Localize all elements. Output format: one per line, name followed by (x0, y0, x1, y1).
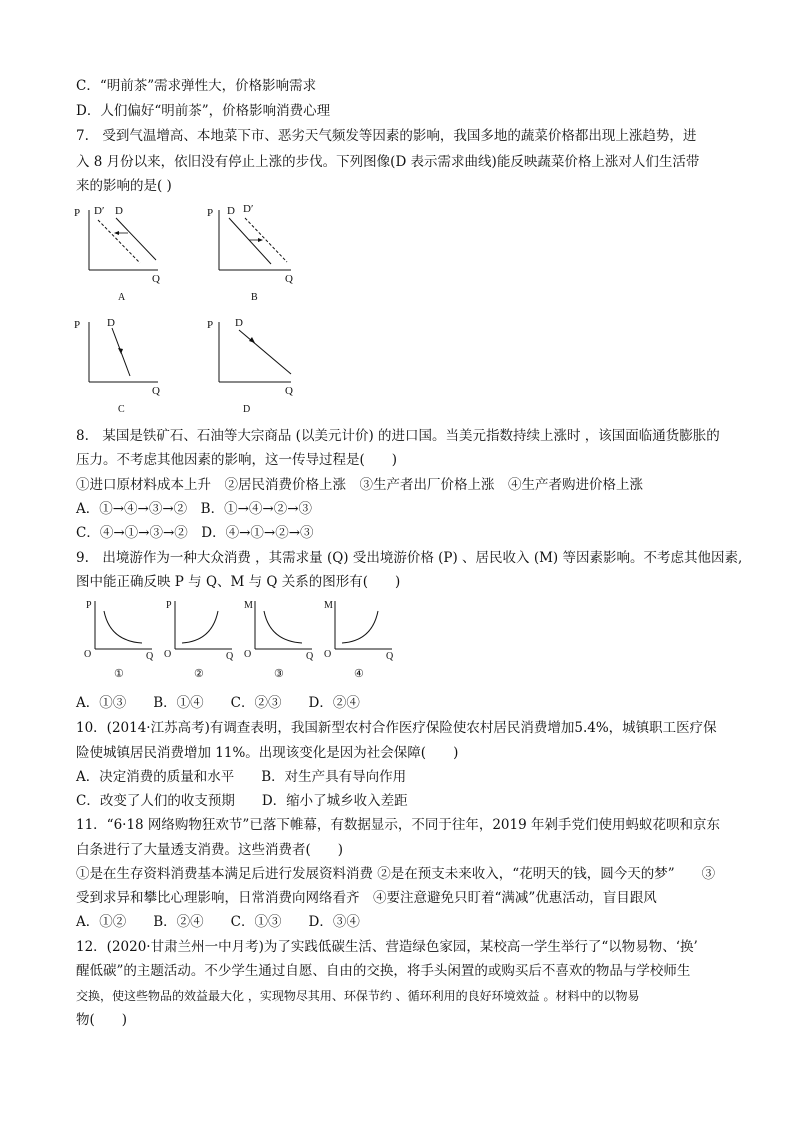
q11-line2: 白条进行了大量透支消费。这些消费者( ) (76, 842, 344, 858)
q11-line3: ①是在生存资料消费基本满足后进行发展资料消费 ②是在预支未来收入，“花明天的钱，圆今天的梦” ③ (76, 866, 716, 882)
axis-label: M (324, 600, 333, 611)
q8-line4: A．①→④→③→② B．①→④→②→③ (76, 501, 313, 517)
q12-line1: 12．(2020·甘肃兰州一中月考)为了实践低碳生活、营造绿色家园，某校高一学生举行了“以物易物、‘换’ (76, 939, 698, 955)
origin-label: O (84, 649, 92, 660)
q9-graph-1 (80, 597, 160, 685)
axis-label-q: Q (285, 385, 293, 397)
q12-line4: 物( ) (76, 1012, 128, 1028)
option-d: D．人们偏好“明前茶”，价格影响消费心理 (76, 103, 331, 119)
axis-label: P (166, 600, 172, 611)
q9-line1: 9. 出境游作为一种大众消费 ，其需求量 (Q) 受出境游价格 (P) 、居民收入 (M) 等因素影响。不考虑其他因素, (76, 550, 743, 566)
q11-line4: 受到求异和攀比心理影响，日常消费向网络看齐 ④要注意避免只盯着“满减”优惠活动，盲目跟风 (76, 890, 657, 906)
caption-a: A (118, 292, 126, 303)
q8-line1: 8. 某国是铁矿石、石油等大宗商品 (以美元计价) 的进口国。当美元指数持续上涨时 ，该国面临通货膨胀的 (76, 428, 720, 444)
axis-label-p: P (207, 207, 214, 219)
q7-line2: 入 8 月份以来，依旧没有停止上涨的步伐。下列图像(D 表示需求曲线)能反映蔬菜价格上涨对人们生活带 (76, 154, 700, 170)
curve-d (229, 218, 271, 264)
q9-graph-2 (160, 597, 240, 685)
q9-graph-3 (240, 597, 320, 685)
q7-graph-a (72, 200, 172, 305)
option-c: C．“明前茶”需求弹性大，价格影响需求 (76, 78, 317, 94)
origin-label: O (324, 649, 332, 660)
caption-d: D (243, 404, 251, 415)
curve (264, 611, 302, 643)
curve-label-dprime: D′ (94, 205, 105, 217)
q7-line3: 来的影响的是( ) (76, 178, 172, 194)
curve-label-d: D (107, 317, 115, 329)
caption-c: C (118, 404, 125, 415)
axis-label-q: Q (386, 651, 394, 662)
q7-graph-c (72, 312, 172, 417)
curve-label-d: D (227, 205, 235, 217)
q10-line3: A．决定消费的质量和水平 B．对生产具有导向作用 (76, 769, 407, 785)
caption: ② (194, 668, 204, 680)
q12-line2: 醒低碳”的主题活动。不少学生通过自愿、自由的交换，将手头闲置的或购买后不喜欢的物品与学校师生 (76, 963, 691, 979)
axis-label-q: Q (306, 651, 314, 662)
q12-line3: 交换，使这些物品的效益最大化 ，实现物尽其用、环保节约 、循环利用的良好环境效益 。材料中的以物易 (76, 989, 640, 1003)
axis-label-p: P (207, 319, 214, 331)
q11-line1: 11．“6·18 网络购物狂欢节”已落下帷幕，有数据显示，不同于往年，2019 年剁手党们使用蚂蚁花呗和京东 (76, 817, 720, 833)
q7-graph-b (205, 200, 305, 305)
curve-d (116, 218, 156, 260)
caption-b: B (251, 292, 258, 303)
q9-options: A．①③ B．①④ C．②③ D．②④ (76, 695, 360, 711)
caption: ④ (354, 668, 364, 680)
q10-line4: C．改变了人们的收支预期 D．缩小了城乡收入差距 (76, 793, 408, 809)
axis-label-q: Q (285, 273, 293, 285)
axis-label: M (244, 600, 253, 611)
axis-label-p: P (74, 207, 81, 219)
q11-line5: A．①② B．②④ C．①③ D．③④ (76, 914, 360, 930)
curve-label-d: D (115, 205, 123, 217)
q7-line1: 7. 受到气温增高、本地菜下市、恶劣天气频发等因素的影响，我国多地的蔬菜价格都出现上涨趋势，进 (76, 128, 697, 144)
q10-line1: 10．(2014·江苏高考)有调查表明，我国新型农村合作医疗保险使农村居民消费增加5.4%，城镇职工医疗保 (76, 720, 717, 736)
q8-line5: C．④→①→③→② D．④→①→②→③ (76, 525, 314, 541)
q8-line3: ①进口原材料成本上升 ②居民消费价格上涨 ③生产者出厂价格上涨 ④生产者购进价格上涨 (76, 477, 643, 493)
curve (104, 611, 142, 643)
q10-line2: 险使城镇居民消费增加 11%。出现该变化是因为社会保障( ) (76, 745, 459, 761)
q8-line2: 压力。不考虑其他因素的影响，这一传导过程是( ) (76, 452, 398, 468)
curve (182, 611, 218, 643)
axis-label-p: P (74, 319, 81, 331)
caption: ③ (274, 668, 284, 680)
curve (342, 611, 378, 643)
axis-label-q: Q (152, 385, 160, 397)
caption: ① (114, 668, 124, 680)
curve-label-d: D (235, 317, 243, 329)
q7-graph-d (205, 312, 305, 417)
curve-label-dprime: D′ (243, 203, 254, 215)
q9-graph-4 (320, 597, 400, 685)
axis-label-q: Q (146, 651, 154, 662)
curve-d (239, 330, 291, 374)
origin-label: O (164, 649, 172, 660)
axis-label-q: Q (226, 651, 234, 662)
curve-dprime (98, 220, 140, 263)
axis-label: P (86, 600, 92, 611)
axis-label-q: Q (152, 273, 160, 285)
origin-label: O (244, 649, 252, 660)
q9-line2: 图中能正确反映 P 与 Q、M 与 Q 关系的图形有( ) (76, 574, 401, 590)
